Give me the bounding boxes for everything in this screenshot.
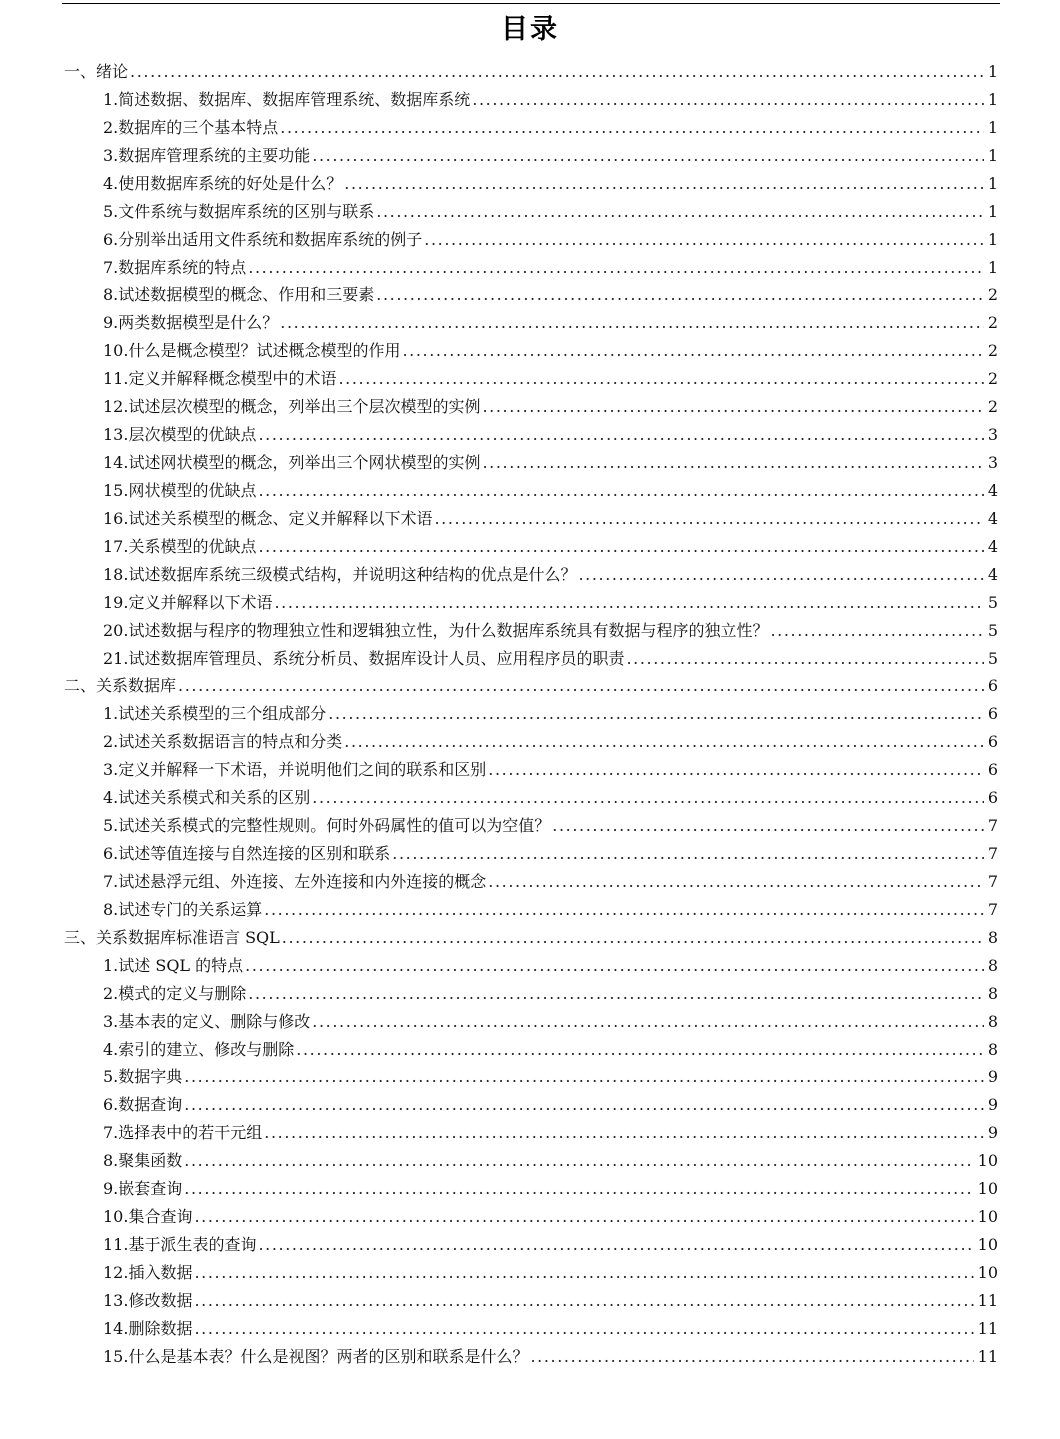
toc-section-entry[interactable] (103, 1147, 998, 1175)
dot-leader (280, 114, 984, 142)
dot-leader (194, 1259, 973, 1287)
toc-section-entry[interactable] (103, 1259, 998, 1287)
toc-section-entry[interactable] (103, 868, 998, 896)
toc-section-entry[interactable] (103, 309, 998, 337)
dot-leader (338, 365, 983, 393)
toc-page-number: 6 (987, 788, 998, 808)
toc-section-entry[interactable] (103, 645, 998, 673)
toc-page-number: 6 (987, 676, 998, 696)
toc-page-number: 8 (987, 1039, 998, 1059)
toc-section-entry[interactable] (103, 756, 998, 784)
dot-leader (552, 812, 984, 840)
toc-section-entry[interactable] (103, 589, 998, 617)
toc-page-number: 10 (977, 1235, 998, 1255)
toc-entry-title: 2.数据库的三个基本特点 (103, 117, 279, 137)
toc-section-entry[interactable] (103, 254, 998, 282)
toc-entry-title: 3.基本表的定义、删除与修改 (103, 1011, 311, 1031)
toc-section-entry[interactable] (103, 1063, 998, 1091)
toc-page-number: 9 (987, 1095, 998, 1115)
dot-leader (344, 728, 984, 756)
toc-entry-title: 12.插入数据 (103, 1262, 193, 1282)
toc-section-entry[interactable] (103, 617, 998, 645)
dot-leader (248, 254, 984, 282)
toc-section-entry[interactable] (103, 142, 998, 170)
dot-leader (488, 868, 984, 896)
toc-section-entry[interactable] (103, 896, 998, 924)
toc-section-entry[interactable] (103, 812, 998, 840)
dot-leader (312, 784, 984, 812)
toc-entry-title: 13.层次模型的优缺点 (103, 425, 257, 445)
toc-entry-title: 6.试述等值连接与自然连接的区别和联系 (103, 844, 391, 864)
toc-entry-title: 14.试述网状模型的概念，列举出三个网状模型的实例 (103, 453, 481, 473)
dot-leader (312, 142, 984, 170)
toc-page-number: 2 (987, 397, 998, 417)
toc-page-number: 7 (987, 844, 998, 864)
toc-entry-title: 11.定义并解释概念模型中的术语 (103, 369, 337, 389)
dot-leader (488, 756, 984, 784)
dot-leader (194, 1315, 973, 1343)
toc-section-entry[interactable] (103, 1203, 998, 1231)
toc-section-entry[interactable] (103, 840, 998, 868)
toc-page-number: 1 (987, 89, 998, 109)
toc-entry-title: 三、关系数据库标准语言 SQL (64, 927, 280, 947)
toc-section-entry[interactable] (103, 1008, 998, 1036)
dot-leader (328, 700, 984, 728)
toc-page-number: 1 (987, 229, 998, 249)
toc-entry-title: 8.聚集函数 (103, 1151, 183, 1171)
toc-page-number: 5 (987, 620, 998, 640)
toc-entry-title: 17.关系模型的优缺点 (103, 536, 257, 556)
toc-entry-title: 二、关系数据库 (64, 676, 177, 696)
toc-page-number: 4 (987, 536, 998, 556)
toc-section-entry[interactable] (103, 393, 998, 421)
toc-section-entry[interactable] (103, 281, 998, 309)
toc-page-number: 6 (987, 732, 998, 752)
page-title: 目录 (501, 14, 559, 45)
toc-entry-title: 10.什么是概念模型？试述概念模型的作用 (103, 341, 401, 361)
dot-leader (258, 533, 983, 561)
toc-page-number: 1 (987, 173, 998, 193)
toc-section-entry[interactable] (103, 198, 998, 226)
toc-entry-title: 1.试述关系模型的三个组成部分 (103, 704, 327, 724)
toc-entry-title: 2.模式的定义与删除 (103, 983, 247, 1003)
toc-page-number: 4 (987, 508, 998, 528)
toc-entry-title: 3.数据库管理系统的主要功能 (103, 145, 311, 165)
toc-page-number: 2 (987, 369, 998, 389)
dot-leader (626, 645, 983, 673)
toc-entry-title: 11.基于派生表的查询 (103, 1235, 257, 1255)
toc-entry-title: 18.试述数据库系统三级模式结构，并说明这种结构的优点是什么？ (103, 564, 577, 584)
toc-entry-title: 1.试述 SQL 的特点 (103, 955, 244, 975)
toc-entry-title: 6.数据查询 (103, 1095, 183, 1115)
toc-section-entry[interactable] (103, 561, 998, 589)
toc-section-entry[interactable] (103, 337, 998, 365)
dot-leader (402, 337, 983, 365)
toc-section-entry[interactable] (103, 1119, 998, 1147)
dot-leader (184, 1147, 973, 1175)
dot-leader (258, 421, 983, 449)
toc-page-number: 11 (977, 1346, 998, 1366)
toc-section-entry[interactable] (103, 170, 998, 198)
toc-section-entry[interactable] (103, 505, 998, 533)
toc-entry-title: 4.索引的建立、修改与删除 (103, 1039, 295, 1059)
toc-section-entry[interactable] (103, 86, 998, 114)
dot-leader (770, 617, 983, 645)
toc-entry-title: 9.两类数据模型是什么？ (103, 313, 279, 333)
toc-page-number: 2 (987, 313, 998, 333)
toc-section-entry[interactable] (103, 728, 998, 756)
toc-page-number: 8 (987, 983, 998, 1003)
toc-page-number: 1 (987, 201, 998, 221)
dot-leader (376, 281, 984, 309)
toc-page-number: 7 (987, 871, 998, 891)
toc-section-entry[interactable] (103, 1287, 998, 1315)
dot-leader (296, 1036, 984, 1064)
toc-page-number: 2 (987, 285, 998, 305)
toc-entry-title: 10.集合查询 (103, 1207, 193, 1227)
dot-leader (280, 309, 984, 337)
toc-entry-title: 8.试述数据模型的概念、作用和三要素 (103, 285, 375, 305)
toc-section-entry[interactable] (103, 700, 998, 728)
toc-page-number: 10 (977, 1262, 998, 1282)
top-rule (62, 3, 1000, 4)
toc-entry-title: 14.删除数据 (103, 1318, 193, 1338)
dot-leader (578, 561, 983, 589)
dot-leader (184, 1091, 984, 1119)
toc-entry-title: 7.数据库系统的特点 (103, 257, 247, 277)
dot-leader (282, 924, 984, 952)
dot-leader (248, 980, 984, 1008)
toc-page-number: 10 (977, 1179, 998, 1199)
toc-section-entry[interactable] (103, 1315, 998, 1343)
dot-leader (482, 449, 983, 477)
dot-leader (434, 505, 983, 533)
dot-leader (194, 1203, 973, 1231)
toc-page-number: 4 (987, 480, 998, 500)
toc-entry-title: 20.试述数据与程序的物理独立性和逻辑独立性，为什么数据库系统具有数据与程序的独立性？ (103, 620, 769, 640)
toc-entry-title: 15.什么是基本表？什么是视图？两者的区别和联系是什么？ (103, 1346, 529, 1366)
toc-section-entry[interactable] (103, 1036, 998, 1064)
toc-entry-title: 1.简述数据、数据库、数据库管理系统、数据库系统 (103, 89, 471, 109)
dot-leader (482, 393, 983, 421)
dot-leader (245, 952, 984, 980)
toc-entry-title: 2.试述关系数据语言的特点和分类 (103, 732, 343, 752)
toc-section-entry[interactable] (103, 449, 998, 477)
dot-leader (312, 1008, 984, 1036)
dot-leader (184, 1175, 973, 1203)
toc-entry-title: 12.试述层次模型的概念，列举出三个层次模型的实例 (103, 397, 481, 417)
toc-section-entry[interactable] (103, 784, 998, 812)
toc-page-number: 1 (987, 257, 998, 277)
dot-leader (178, 672, 984, 700)
toc-entry-title: 16.试述关系模型的概念、定义并解释以下术语 (103, 508, 433, 528)
toc-page-number: 5 (987, 648, 998, 668)
dot-leader (424, 226, 984, 254)
toc-page-number: 9 (987, 1067, 998, 1087)
toc-section-entry[interactable] (103, 1175, 998, 1203)
toc-page-number: 7 (987, 899, 998, 919)
toc-section-entry[interactable] (103, 365, 998, 393)
toc-entry-title: 一、绪论 (64, 62, 129, 81)
toc-page-number: 8 (987, 927, 998, 947)
toc-entry-title: 5.试述关系模式的完整性规则。何时外码属性的值可以为空值？ (103, 816, 551, 836)
dot-leader (194, 1287, 973, 1315)
toc-section-entry[interactable] (103, 1231, 998, 1259)
toc-entry-title: 8.试述专门的关系运算 (103, 899, 263, 919)
toc-page-number: 10 (977, 1151, 998, 1171)
toc-page-number: 1 (987, 145, 998, 165)
toc-entry-title: 19.定义并解释以下术语 (103, 592, 273, 612)
toc-entry-title: 4.使用数据库系统的好处是什么？ (103, 173, 343, 193)
toc-entry-title: 4.试述关系模式和关系的区别 (103, 788, 311, 808)
toc-page-number: 9 (987, 1123, 998, 1143)
dot-leader (344, 170, 984, 198)
toc-entry-title: 7.选择表中的若干元组 (103, 1123, 263, 1143)
toc-entry-title: 13.修改数据 (103, 1290, 193, 1310)
toc-entry-title: 6.分别举出适用文件系统和数据库系统的例子 (103, 229, 423, 249)
dot-leader (184, 1063, 984, 1091)
toc-entry-title: 7.试述悬浮元组、外连接、左外连接和内外连接的概念 (103, 871, 487, 891)
dot-leader (258, 477, 983, 505)
toc-page-number: 8 (987, 1011, 998, 1031)
toc-page-number: 5 (987, 592, 998, 612)
toc-section-entry[interactable] (103, 1091, 998, 1119)
toc-page-number: 7 (987, 816, 998, 836)
toc-page-number: 3 (987, 453, 998, 473)
toc-section-entry[interactable] (103, 1343, 998, 1371)
dot-leader (130, 58, 984, 86)
toc-entry-title: 5.数据字典 (103, 1067, 183, 1087)
toc-page-number: 11 (977, 1318, 998, 1338)
dot-leader (472, 86, 984, 114)
toc-chapter-entry[interactable] (64, 672, 998, 700)
toc-chapter-entry[interactable] (64, 924, 998, 952)
toc-page-number: 2 (987, 341, 998, 361)
toc-entry-title: 15.网状模型的优缺点 (103, 480, 257, 500)
toc-page-number: 3 (987, 425, 998, 445)
toc-page-number: 1 (987, 62, 998, 81)
toc-section-entry[interactable] (103, 980, 998, 1008)
dot-leader (392, 840, 984, 868)
toc-entry-title: 21.试述数据库管理员、系统分析员、数据库设计人员、应用程序员的职责 (103, 648, 625, 668)
toc-page-number: 8 (987, 955, 998, 975)
toc-section-entry[interactable] (103, 477, 998, 505)
toc-section-entry[interactable] (103, 952, 998, 980)
toc-page-number: 6 (987, 704, 998, 724)
toc-section-entry[interactable] (103, 421, 998, 449)
toc-page-number: 1 (987, 117, 998, 137)
toc-section-entry[interactable] (103, 226, 998, 254)
dot-leader (274, 589, 983, 617)
toc-section-entry[interactable] (103, 533, 998, 561)
toc-page-number: 6 (987, 760, 998, 780)
dot-leader (264, 896, 984, 924)
toc-chapter-entry[interactable] (64, 58, 998, 86)
dot-leader (264, 1119, 984, 1147)
toc-page-number: 4 (987, 564, 998, 584)
dot-leader (258, 1231, 973, 1259)
toc-entry-title: 3.定义并解释一下术语，并说明他们之间的联系和区别 (103, 760, 487, 780)
toc-section-entry[interactable] (103, 114, 998, 142)
toc-page-number: 11 (977, 1290, 998, 1310)
dot-leader (376, 198, 984, 226)
toc-entry-title: 9.嵌套查询 (103, 1179, 183, 1199)
toc-page-number: 10 (977, 1207, 998, 1227)
dot-leader (530, 1343, 973, 1371)
toc-entry-title: 5.文件系统与数据库系统的区别与联系 (103, 201, 375, 221)
